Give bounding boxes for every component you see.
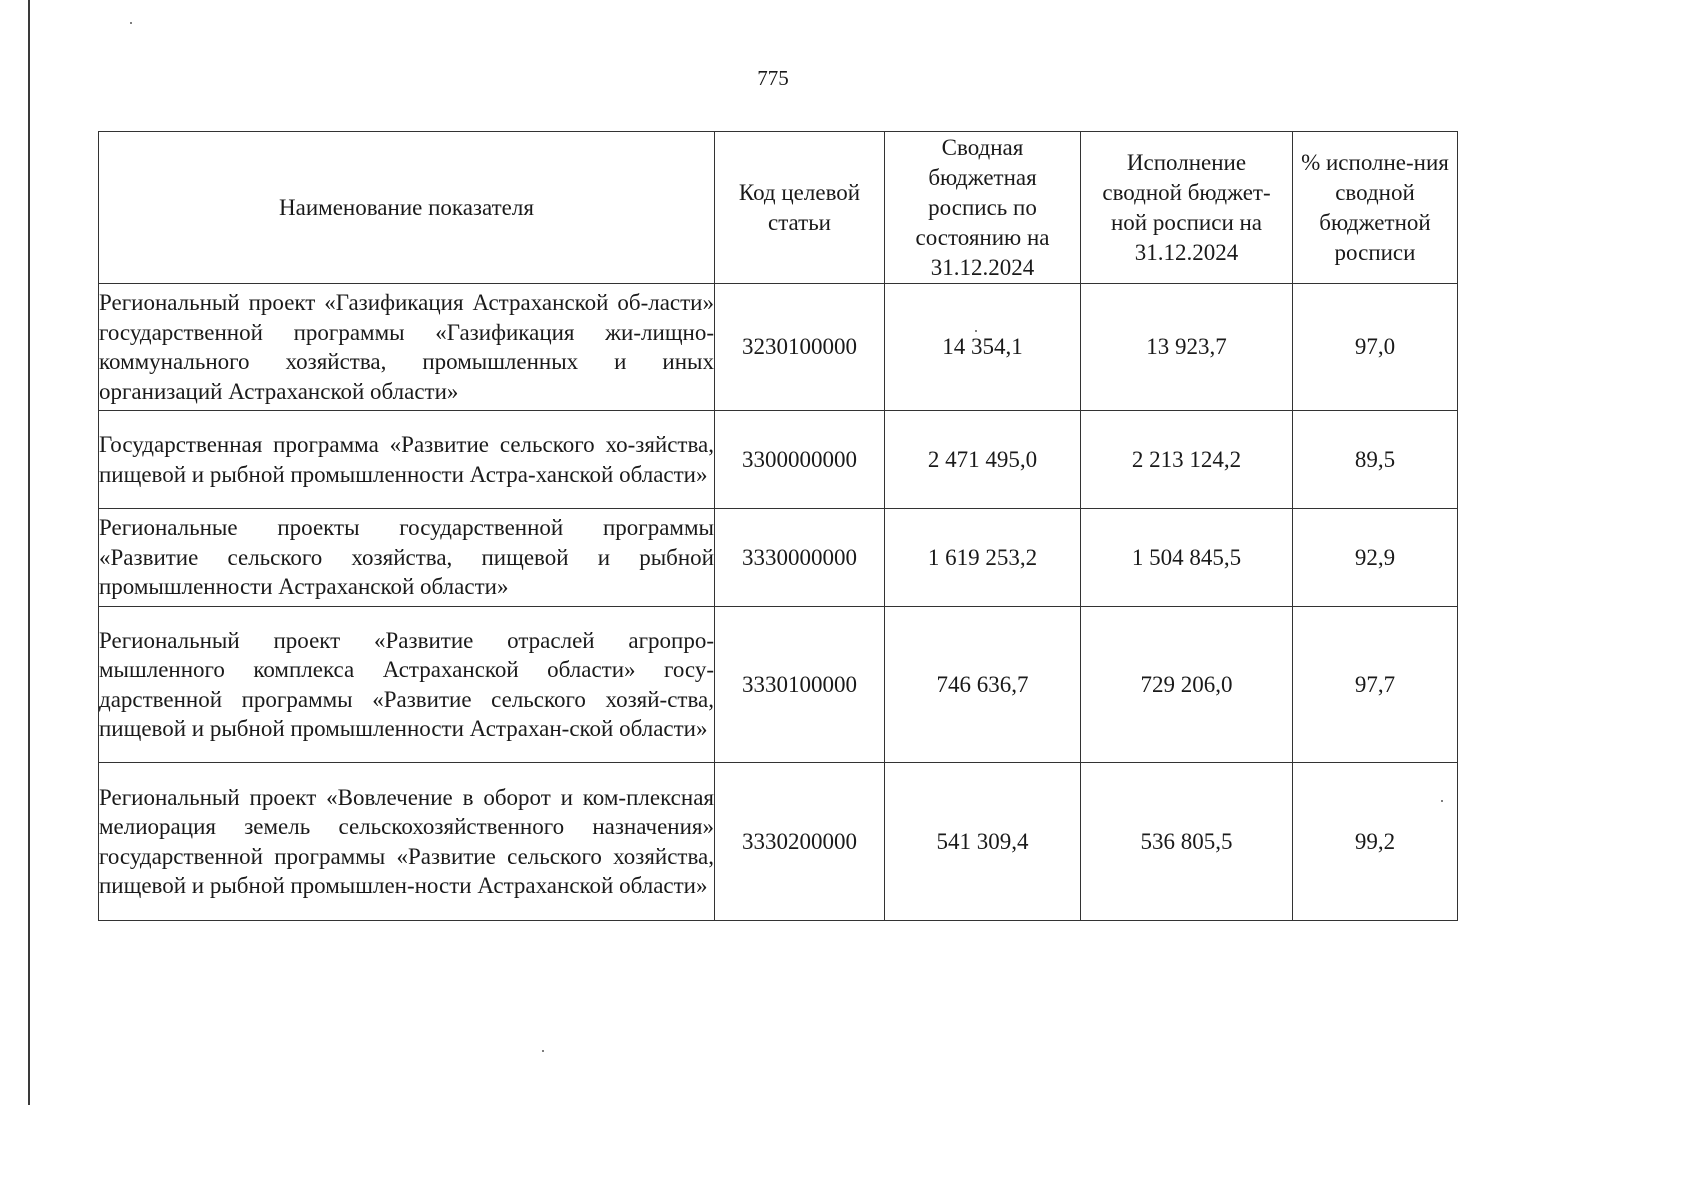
header-budget-execution: Исполнение сводной бюджет-ной росписи на 31.12.2024 [1081, 132, 1293, 284]
table-row [99, 763, 1458, 921]
cell-budget-plan: 746 636,7 [885, 607, 1081, 763]
scan-speck [542, 1050, 544, 1052]
cell-target-code: 3230100000 [715, 284, 885, 411]
table-row [99, 607, 1458, 763]
cell-execution-percent: 97,0 [1293, 284, 1458, 411]
table-header-row [99, 132, 1458, 284]
scan-speck [130, 22, 132, 24]
cell-budget-execution: 2 213 124,2 [1081, 411, 1293, 509]
table-row [99, 411, 1458, 509]
cell-target-code: 3330100000 [715, 607, 885, 763]
table-row [99, 284, 1458, 411]
header-target-code: Код целевой статьи [715, 132, 885, 284]
cell-indicator-name: Региональные проекты государственной программы «Развитие сельского хозяйства, пищевой и рыбной промышленности Астраханской области» [99, 509, 715, 607]
budget-execution-table [98, 131, 1458, 921]
table-row [99, 509, 1458, 607]
cell-budget-execution: 729 206,0 [1081, 607, 1293, 763]
header-execution-percent: % исполне-ния сводной бюджетной росписи [1293, 132, 1458, 284]
scan-edge-line [28, 0, 30, 1105]
cell-budget-execution: 536 805,5 [1081, 763, 1293, 921]
cell-indicator-name: Региональный проект «Газификация Астраханской об-ласти» государственной программы «Газификация жи-лищно-коммунального хозяйства, промышленных и иных организаций Астраханской области» [99, 284, 715, 411]
cell-indicator-name: Региональный проект «Развитие отраслей агропро-мышленного комплекса Астраханской области» госу-дарственной программы «Развитие сельского хозяй-ства, пищевой и рыбной промышленности Астрахан-ской области» [99, 607, 715, 763]
cell-target-code: 3330200000 [715, 763, 885, 921]
cell-execution-percent: 92,9 [1293, 509, 1458, 607]
cell-execution-percent: 89,5 [1293, 411, 1458, 509]
cell-indicator-name: Государственная программа «Развитие сельского хо-зяйства, пищевой и рыбной промышленности Астра-ханской области» [99, 411, 715, 509]
cell-budget-plan: 2 471 495,0 [885, 411, 1081, 509]
cell-execution-percent: 97,7 [1293, 607, 1458, 763]
cell-budget-plan: 1 619 253,2 [885, 509, 1081, 607]
cell-indicator-name: Региональный проект «Вовлечение в оборот и ком-плексная мелиорация земель сельскохозяйственного назначения» государственной программы «Развитие сельского хозяйства, пищевой и рыбной промышлен-ности Астраханской области» [99, 763, 715, 921]
cell-budget-execution: 13 923,7 [1081, 284, 1293, 411]
cell-budget-execution: 1 504 845,5 [1081, 509, 1293, 607]
page-number: 775 [757, 66, 789, 90]
cell-target-code: 3300000000 [715, 411, 885, 509]
cell-target-code: 3330000000 [715, 509, 885, 607]
header-indicator-name: Наименование показателя [99, 132, 715, 284]
header-budget-plan: Сводная бюджетная роспись по состоянию на 31.12.2024 [885, 132, 1081, 284]
cell-budget-plan: 541 309,4 [885, 763, 1081, 921]
cell-execution-percent: 99,2 [1293, 763, 1458, 921]
cell-budget-plan: 14 354,1 [885, 284, 1081, 411]
